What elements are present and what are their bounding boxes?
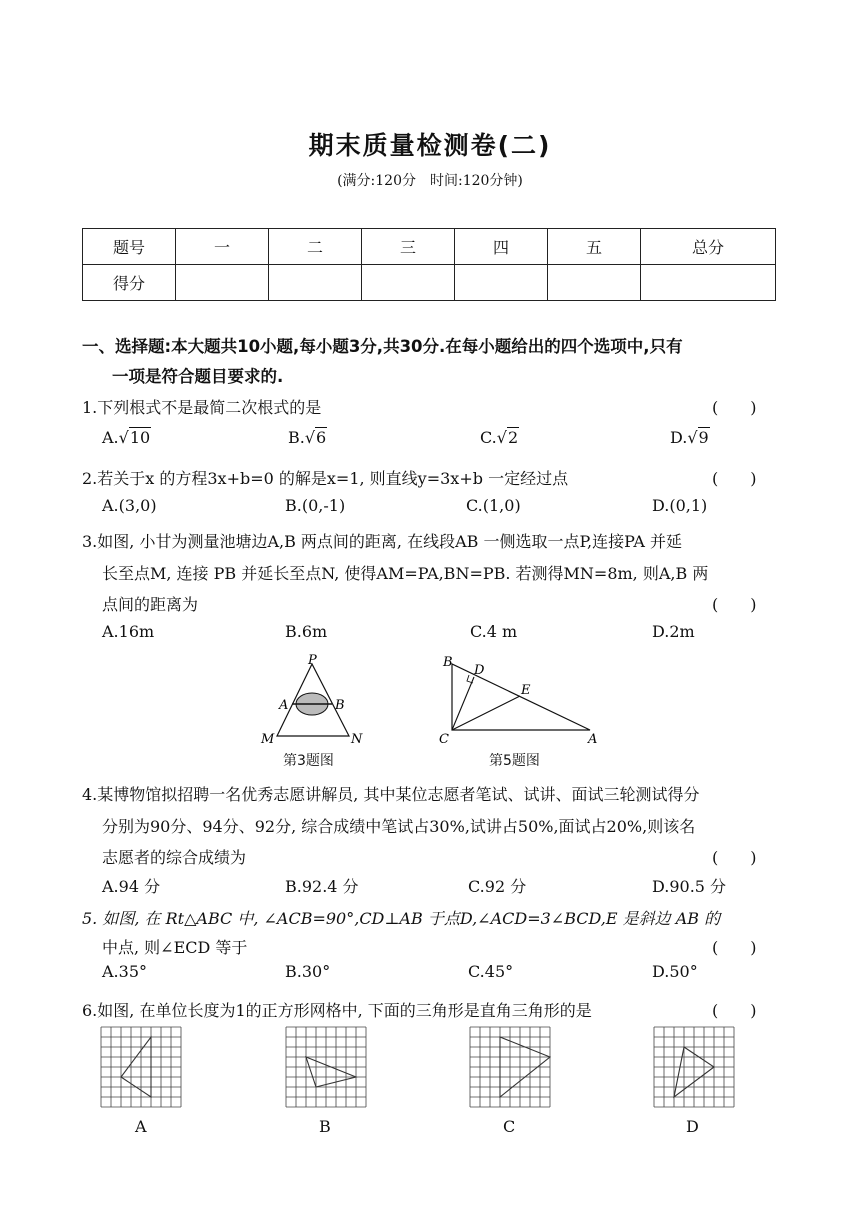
q5-option-c: C.45° <box>468 962 514 981</box>
q6-grid-a <box>101 1027 183 1109</box>
grid-lines <box>654 1027 734 1107</box>
q4-option-a: A.94 分 <box>102 877 161 896</box>
q6-stem: 6.如图, 在单位长度为1的正方形网格中, 下面的三角形是直角三角形的是 <box>82 1001 592 1020</box>
q1-option-b: B.√6 <box>288 428 327 447</box>
section1-heading-line1: 一、选择题:本大题共10小题,每小题3分,共30分.在每小题给出的四个选项中,只有 <box>82 337 683 356</box>
q4-option-b: B.92.4 分 <box>285 877 359 896</box>
fig3-label-b: B <box>335 698 345 713</box>
fig3-caption: 第3题图 <box>283 753 334 769</box>
score-table-row-label: 得分 <box>83 265 176 301</box>
score-table-col: 二 <box>269 229 362 265</box>
q2-option-b: B.(0,-1) <box>285 496 346 515</box>
q5-line2: 中点, 则∠ECD 等于 <box>102 938 248 957</box>
q6-label-c: C <box>503 1117 516 1136</box>
fig3-diagram <box>255 650 375 750</box>
q1-stem: 1.下列根式不是最简二次根式的是 <box>82 398 322 417</box>
fig5-label-b: B <box>443 655 453 670</box>
fig3-label-m: M <box>261 732 275 747</box>
score-cell <box>176 265 269 301</box>
fig5-caption: 第5题图 <box>489 753 540 769</box>
score-table-col: 一 <box>176 229 269 265</box>
fig5-label-e: E <box>521 683 531 698</box>
q2-stem: 2.若关于x 的方程3x+b=0 的解是x=1, 则直线y=3x+b 一定经过点 <box>82 469 569 488</box>
score-cell <box>641 265 776 301</box>
q2-option-d: D.(0,1) <box>652 496 708 515</box>
q3-option-d: D.2m <box>652 622 695 641</box>
fig5-segment-cd <box>452 677 474 730</box>
q3-option-b: B.6m <box>285 622 328 641</box>
score-cell <box>455 265 548 301</box>
score-table-col: 四 <box>455 229 548 265</box>
score-table-header-row <box>83 229 776 265</box>
q5-line1: 5. 如图, 在 Rt△ABC 中, ∠ACB=90°,CD⊥AB 于点D,∠ACD=3∠BCD,E 是斜边 AB 的 <box>82 909 721 928</box>
q2-option-a: A.(3,0) <box>102 496 157 515</box>
section1-heading-line2: 一项是符合题目要求的. <box>112 367 284 386</box>
grid-lines <box>101 1027 181 1107</box>
fig5-segment-ce <box>452 696 520 730</box>
q1-answer-paren: ( ) <box>712 398 757 417</box>
fig5-label-a: A <box>588 732 598 747</box>
score-table-col: 总分 <box>641 229 776 265</box>
score-cell <box>548 265 641 301</box>
page-subtitle: (满分:120分 时间:120分钟) <box>337 173 523 189</box>
q6-answer-paren: ( ) <box>712 1001 757 1020</box>
q4-line1: 4.某博物馆拟招聘一名优秀志愿讲解员, 其中某位志愿者笔试、试讲、面试三轮测试得分 <box>82 785 700 804</box>
q1-option-a: A.√10 <box>102 428 151 447</box>
score-cell <box>362 265 455 301</box>
q3-option-a: A.16m <box>102 622 155 641</box>
q6-grid-b <box>286 1027 368 1109</box>
score-table <box>82 228 776 301</box>
fig3-label-n: N <box>351 732 363 747</box>
score-table-header-label: 题号 <box>83 229 176 265</box>
q3-line2: 长至点M, 连接 PB 并延长至点N, 使得AM=PA,BN=PB. 若测得MN=8m, 则A,B 两 <box>102 564 709 583</box>
q4-option-c: C.92 分 <box>468 877 527 896</box>
q6-triangle-b <box>306 1057 356 1087</box>
q6-label-d: D <box>686 1117 699 1136</box>
q2-option-c: C.(1,0) <box>466 496 521 515</box>
score-table-score-row <box>83 265 776 301</box>
q6-grid-c <box>470 1027 552 1109</box>
q3-line3: 点间的距离为 <box>102 595 199 614</box>
q1-option-d: D.√9 <box>670 428 709 447</box>
q6-label-a: A <box>135 1117 147 1136</box>
q4-line2: 分别为90分、94分、92分, 综合成绩中笔试占30%,试讲占50%,面试占20%,则该名 <box>102 817 696 836</box>
q4-answer-paren: ( ) <box>712 848 757 867</box>
q3-line1: 3.如图, 小甘为测量池塘边A,B 两点间的距离, 在线段AB 一侧选取一点P,连接PA 并延 <box>82 532 683 551</box>
q5-option-d: D.50° <box>652 962 698 981</box>
q6-grid-d <box>654 1027 736 1109</box>
q5-answer-paren: ( ) <box>712 938 757 957</box>
q5-option-b: B.30° <box>285 962 331 981</box>
q3-option-c: C.4 m <box>470 622 518 641</box>
sqrt-symbol: √ <box>496 428 507 447</box>
q1-option-c: C.√2 <box>480 428 519 447</box>
q6-label-b: B <box>319 1117 331 1136</box>
fig5-label-c: C <box>439 732 449 747</box>
score-table-col: 五 <box>548 229 641 265</box>
q4-line3: 志愿者的综合成绩为 <box>102 848 247 867</box>
score-cell <box>269 265 362 301</box>
grid-lines <box>286 1027 366 1107</box>
score-table-col: 三 <box>362 229 455 265</box>
fig3-label-p: P <box>308 653 317 668</box>
fig3-label-a: A <box>279 698 289 713</box>
q4-option-d: D.90.5 分 <box>652 877 727 896</box>
q5-option-a: A.35° <box>102 962 147 981</box>
sqrt-symbol: √ <box>118 428 129 447</box>
q2-answer-paren: ( ) <box>712 469 757 488</box>
fig5-diagram <box>438 650 608 745</box>
sqrt-symbol: √ <box>304 428 316 447</box>
fig5-label-d: D <box>474 663 485 678</box>
page-title: 期末质量检测卷(二) <box>308 131 552 160</box>
sqrt-symbol: √ <box>687 428 698 447</box>
q3-answer-paren: ( ) <box>712 595 757 614</box>
